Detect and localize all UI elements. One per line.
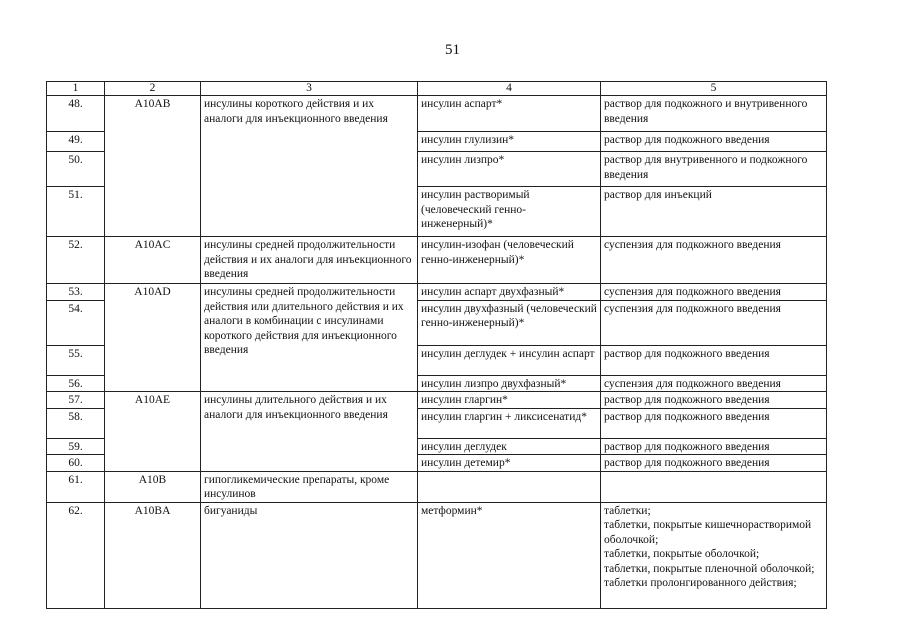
dosage-form: раствор для подкожного введения (601, 455, 827, 472)
drug-name: инсулин детемир* (418, 455, 601, 472)
row-number: 54. (47, 300, 105, 345)
drug-name: метформин* (418, 502, 601, 608)
row-number: 60. (47, 455, 105, 472)
drug-name: инсулин аспарт двухфазный* (418, 284, 601, 301)
medication-table (46, 81, 827, 609)
drug-name: инсулин растворимый (человеческий генно-инженерный)* (418, 187, 601, 237)
row-number: 51. (47, 187, 105, 237)
drug-name: инсулин-изофан (человеческий генно-инженерный)* (418, 237, 601, 284)
dosage-form (601, 471, 827, 502)
dosage-form: раствор для внутривенного и подкожного введения (601, 152, 827, 187)
group-name: гипогликемические препараты, кроме инсулинов (201, 471, 418, 502)
row-number: 62. (47, 502, 105, 608)
dosage-form: раствор для подкожного введения (601, 408, 827, 438)
header-row (47, 82, 827, 96)
group-name: бигуаниды (201, 502, 418, 608)
drug-name: инсулин двухфазный (человеческий генно-инженерный)* (418, 300, 601, 345)
dosage-form: раствор для инъекций (601, 187, 827, 237)
dosage-form: суспензия для подкожного введения (601, 375, 827, 392)
atc-code: A10AC (105, 237, 201, 284)
table-row (47, 502, 827, 608)
atc-code: A10B (105, 471, 201, 502)
drug-name: инсулин аспарт* (418, 96, 601, 132)
row-number: 53. (47, 284, 105, 301)
drug-name: инсулин деглудек + инсулин аспарт (418, 345, 601, 375)
dosage-form: раствор для подкожного введения (601, 345, 827, 375)
dosage-form: раствор для подкожного и внутривенного введения (601, 96, 827, 132)
group-name: инсулины длительного действия и их аналоги для инъекционного введения (201, 392, 418, 472)
atc-code: A10AD (105, 284, 201, 392)
row-number: 58. (47, 408, 105, 438)
row-number: 56. (47, 375, 105, 392)
dosage-form: раствор для подкожного введения (601, 392, 827, 409)
table-row (47, 284, 827, 301)
dosage-form: раствор для подкожного введения (601, 132, 827, 152)
header-cell: 2 (105, 82, 201, 96)
row-number: 61. (47, 471, 105, 502)
table-row (47, 471, 827, 502)
dosage-form: суспензия для подкожного введения (601, 300, 827, 345)
drug-name: инсулин гларгин + ликсисенатид* (418, 408, 601, 438)
dosage-form: таблетки; таблетки, покрытые кишечнорастворимой оболочкой; таблетки, покрытые оболочкой; таблетки, покрытые пленочной оболочкой; таблетки пролонгированного действия; (601, 502, 827, 608)
page-number: 51 (445, 42, 460, 58)
header-cell: 4 (418, 82, 601, 96)
drug-name (418, 471, 601, 502)
dosage-form: раствор для подкожного введения (601, 438, 827, 455)
group-name: инсулины короткого действия и их аналоги для инъекционного введения (201, 96, 418, 237)
row-number: 57. (47, 392, 105, 409)
row-number: 49. (47, 132, 105, 152)
table-row (47, 96, 827, 132)
row-number: 48. (47, 96, 105, 132)
row-number: 59. (47, 438, 105, 455)
row-number: 50. (47, 152, 105, 187)
drug-name: инсулин гларгин* (418, 392, 601, 409)
group-name: инсулины средней продолжительности действия или длительного действия и их аналоги в комбинации с инсулинами короткого действия для инъекционного введения (201, 284, 418, 392)
header-cell: 3 (201, 82, 418, 96)
header-cell: 5 (601, 82, 827, 96)
atc-code: A10AE (105, 392, 201, 472)
drug-name: инсулин деглудек (418, 438, 601, 455)
table-row (47, 237, 827, 284)
group-name: инсулины средней продолжительности действия и их аналоги для инъекционного введения (201, 237, 418, 284)
atc-code: A10BA (105, 502, 201, 608)
header-cell: 1 (47, 82, 105, 96)
table-row (47, 392, 827, 409)
drug-name: инсулин глулизин* (418, 132, 601, 152)
atc-code: A10AB (105, 96, 201, 237)
dosage-form: суспензия для подкожного введения (601, 237, 827, 284)
dosage-form: суспензия для подкожного введения (601, 284, 827, 301)
drug-name: инсулин лизпро двухфазный* (418, 375, 601, 392)
drug-name: инсулин лизпро* (418, 152, 601, 187)
row-number: 55. (47, 345, 105, 375)
row-number: 52. (47, 237, 105, 284)
